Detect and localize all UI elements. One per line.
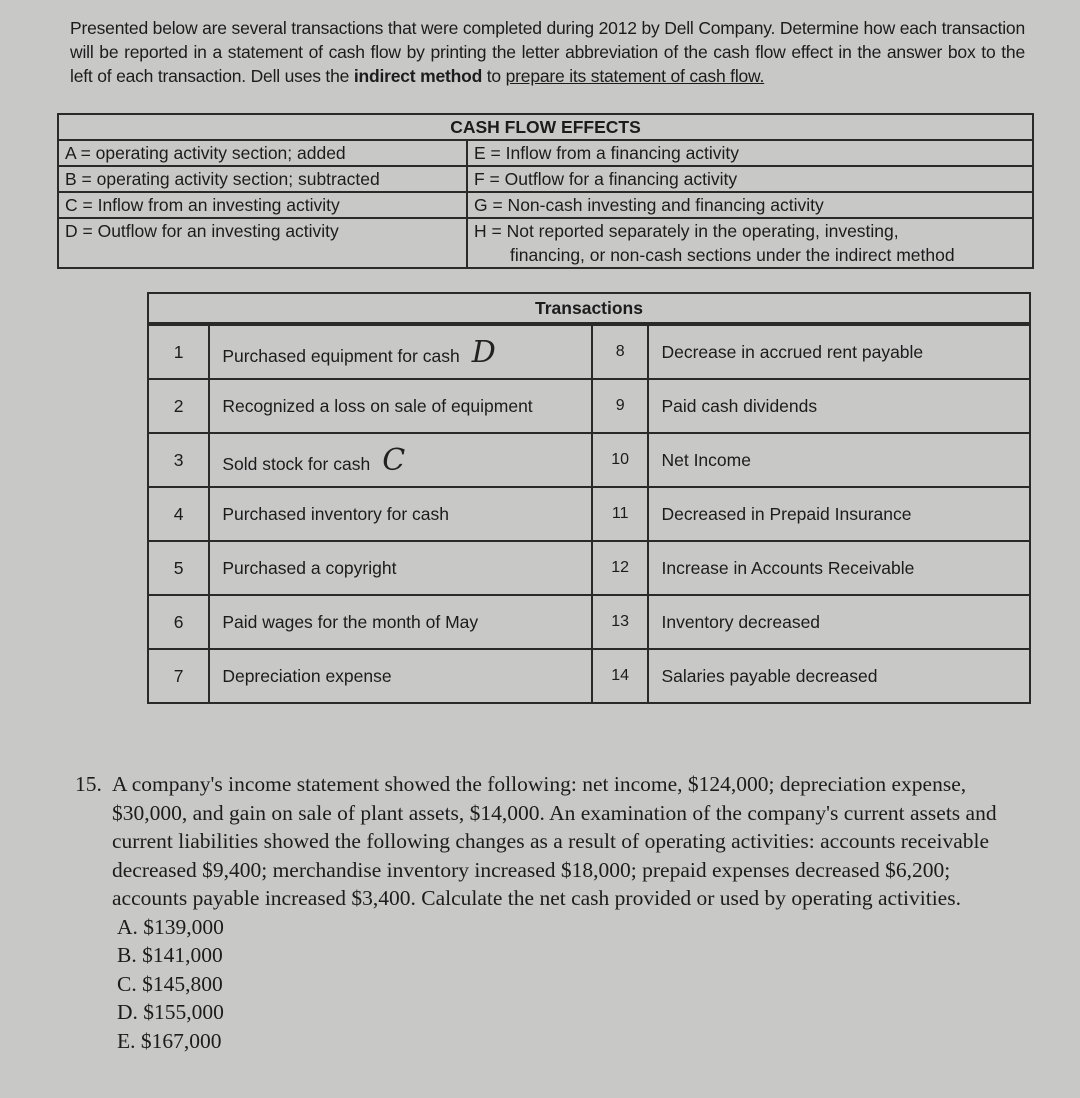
transaction-row — [148, 487, 1030, 541]
effects-row — [58, 166, 1033, 192]
transaction-text: Purchased equipment for cash — [222, 345, 460, 366]
transaction-description — [209, 324, 592, 379]
transaction-text: Paid wages for the month of May — [222, 611, 479, 632]
transaction-number: 4 — [148, 487, 209, 541]
transaction-number: 9 — [592, 379, 649, 433]
transaction-number: 12 — [592, 541, 649, 595]
transaction-row — [148, 595, 1030, 649]
transaction-description: Inventory decreased — [648, 595, 1030, 649]
effect-g: G = Non-cash investing and financing activity — [467, 192, 1033, 218]
option-e[interactable]: E. $167,000 — [117, 1028, 222, 1053]
transaction-number: 1 — [148, 324, 209, 379]
transaction-description: Paid cash dividends — [648, 379, 1030, 433]
effect-h — [467, 218, 1033, 268]
transaction-description: Net Income — [648, 433, 1030, 487]
instructions-last-line: prepare its statement of cash flow. — [505, 66, 765, 86]
transaction-row — [148, 433, 1030, 487]
question-text: A company's income statement showed the following: net income, $124,000; depreciation expense, $30,000, and gain on sale of plant assets, $14,000. An examination of the company's current assets and current liabilities showed the following changes as a result of operating activities: accounts receivable decreased $9,400; merchandise inventory increased $18,000; prepaid expenses decreased $6,200; accounts payable increased $3,400. Calculate the net cash provided or used by operating activities. — [112, 772, 997, 910]
transaction-description — [209, 487, 592, 541]
effect-c: C = Inflow from an investing activity — [58, 192, 467, 218]
option-c[interactable]: C. $145,800 — [117, 971, 223, 996]
transaction-text: Purchased a copyright — [222, 557, 397, 578]
transaction-description — [209, 541, 592, 595]
question-15 — [75, 770, 1015, 1055]
transaction-text: Purchased inventory for cash — [222, 503, 449, 524]
transaction-number: 7 — [148, 649, 209, 703]
transaction-description — [209, 595, 592, 649]
transaction-description: Increase in Accounts Receivable — [648, 541, 1030, 595]
instructions-text: Presented below are several transactions that were completed during 2012 by Dell Company. Determine how each transaction will be reported in a statement of cash flow by printing the letter abbreviation of the cash flow effect in the answer box to the left of each transaction. Dell uses the — [70, 18, 1025, 86]
transaction-description — [209, 649, 592, 703]
handwritten-answer: C — [382, 442, 406, 478]
transaction-description: Salaries payable decreased — [648, 649, 1030, 703]
transaction-row — [148, 379, 1030, 433]
option-d[interactable]: D. $155,000 — [117, 1000, 224, 1024]
instructions-text-after: to — [482, 66, 501, 86]
transaction-text: Depreciation expense — [222, 665, 392, 686]
transaction-row — [148, 649, 1030, 703]
transaction-row — [148, 324, 1030, 379]
transaction-number: 14 — [592, 649, 649, 703]
transactions-title: Transactions — [148, 293, 1030, 324]
effect-h-line2: financing, or non-cash sections under the indirect method — [510, 245, 955, 265]
transaction-description — [209, 379, 592, 433]
handwritten-answer: D — [471, 334, 496, 370]
transaction-number: 5 — [148, 541, 209, 595]
transaction-row — [148, 541, 1030, 595]
effects-title: CASH FLOW EFFECTS — [58, 114, 1033, 140]
instructions — [70, 16, 1025, 88]
effects-row — [58, 218, 1033, 268]
effect-e: E = Inflow from a financing activity — [467, 140, 1033, 166]
option-b[interactable]: B. $141,000 — [117, 943, 223, 967]
option-a[interactable]: A. $139,000 — [117, 914, 224, 939]
transaction-description — [209, 433, 592, 487]
transaction-description: Decrease in accrued rent payable — [648, 324, 1030, 379]
transactions-table — [147, 292, 1031, 704]
transaction-number: 8 — [592, 324, 649, 379]
transaction-number: 3 — [148, 433, 209, 487]
transaction-number: 10 — [592, 433, 649, 487]
transaction-text: Sold stock for cash — [222, 453, 371, 474]
transaction-number: 6 — [148, 595, 209, 649]
transaction-description: Decreased in Prepaid Insurance — [648, 487, 1030, 541]
transaction-text: Recognized a loss on sale of equipment — [222, 395, 533, 416]
transaction-number: 11 — [592, 487, 649, 541]
effects-row — [58, 140, 1033, 166]
cash-flow-effects-table — [57, 113, 1034, 269]
effect-f: F = Outflow for a financing activity — [467, 166, 1033, 192]
effect-b: B = operating activity section; subtracted — [58, 166, 467, 192]
effects-row — [58, 192, 1033, 218]
question-number: 15. — [75, 772, 102, 796]
instructions-bold: indirect method — [353, 66, 483, 86]
effect-a: A = operating activity section; added — [58, 140, 467, 166]
transaction-number: 2 — [148, 379, 209, 433]
effect-h-line1: H = Not reported separately in the operating, investing, — [474, 221, 899, 241]
transaction-number: 13 — [592, 595, 649, 649]
effect-d: D = Outflow for an investing activity — [58, 218, 467, 268]
